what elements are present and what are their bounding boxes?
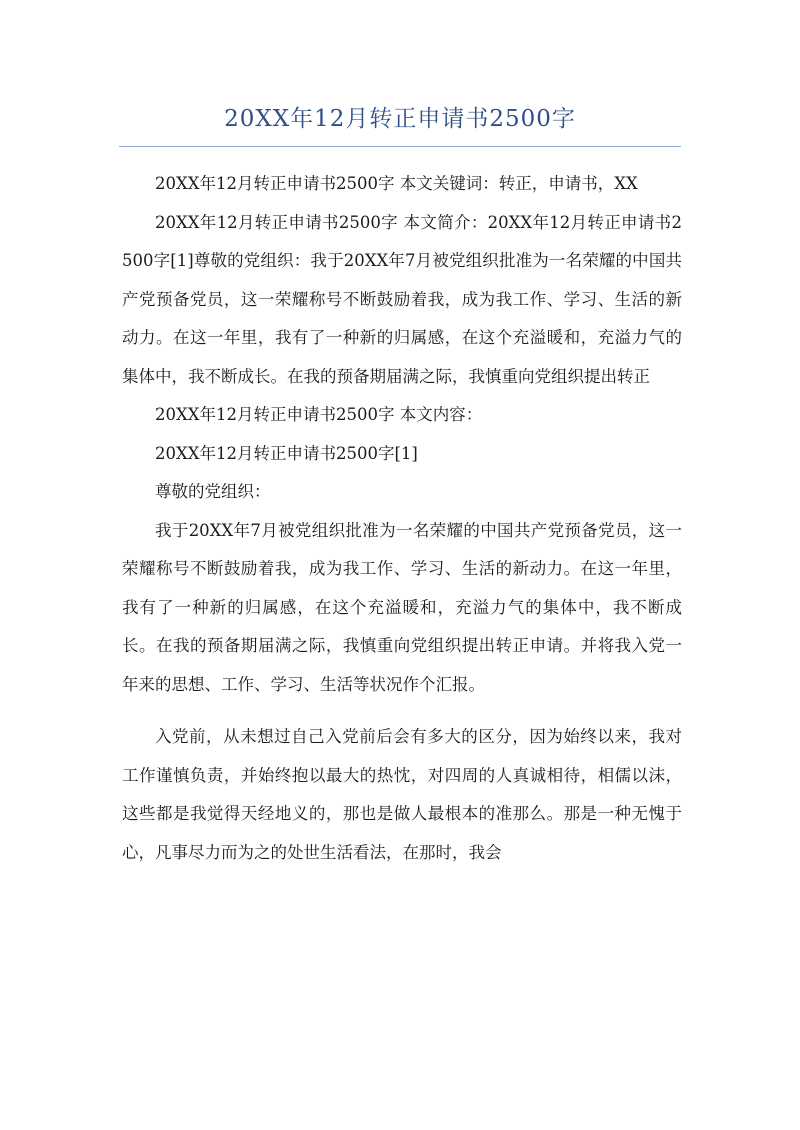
salutation-paragraph: 尊敬的党组织： bbox=[155, 482, 271, 501]
body-paragraph-2: 入党前，从未想过自己入党前后会有多大的区分，因为始终以来，我对工作谨慎负责，并始终抱以最大的热忱，对四周的人真诚相待，相儒以沫，这些都是我觉得天经地义的，那也是做人最根本的准那么。那是一种无愧于心，凡事尽力而为之的处世生活看法，在那时，我会 bbox=[122, 727, 682, 862]
document-title: 20XX年12月转正申请书2500字 bbox=[224, 106, 576, 132]
paragraph-gap bbox=[122, 704, 682, 718]
body-paragraph-1: 我于20XX年7月被党组织批准为一名荣耀的中国共产党预备党员，这一荣耀称号不断鼓励着我，成为我工作、学习、生活的新动力。在这一年里，我有了一种新的归属感，在这个充溢暖和，充溢力气的集体中，我不断成长。在我的预备期届满之际，我慎重向党组织提出转正申请。并将我入党一年来的思想、工作、学习、生活等状况作个汇报。 bbox=[122, 520, 682, 694]
content-heading-paragraph: 20XX年12月转正申请书2500字 本文内容： bbox=[155, 405, 483, 424]
keywords-paragraph: 20XX年12月转正申请书2500字 本文关键词：转正，申请书，XX bbox=[155, 174, 638, 193]
subtitle-paragraph: 20XX年12月转正申请书2500字[1] bbox=[155, 443, 418, 463]
document-body bbox=[122, 165, 682, 872]
summary-paragraph: 20XX年12月转正申请书2500字 本文简介：20XX年12月转正申请书2500字[1]尊敬的党组织：我于20XX年7月被党组织批准为一名荣耀的中国共产党预备党员，这一荣耀称号不断鼓励着我，成为我工作、学习、生活的新动力。在这一年里，我有了一种新的归属感，在这个充溢暖和，充溢力气的集体中，我不断成长。在我的预备期届满之际，我慎重向党组织提出转正 bbox=[122, 212, 682, 386]
title-divider bbox=[119, 146, 681, 147]
